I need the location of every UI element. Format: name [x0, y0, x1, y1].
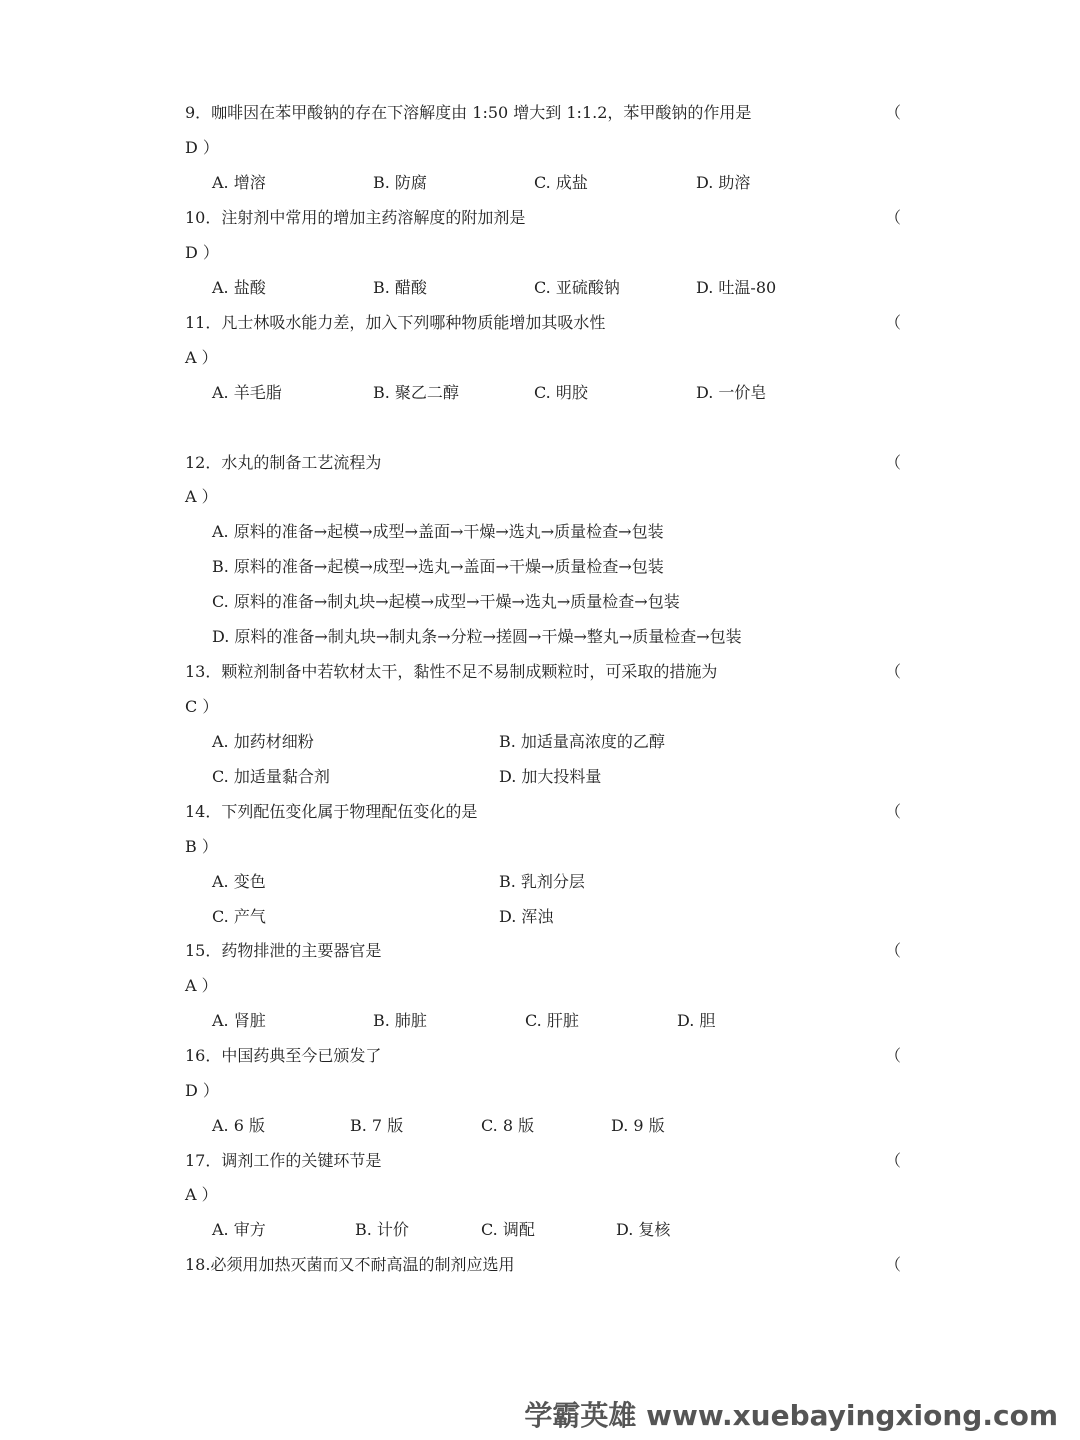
option-a: A. 审方	[212, 1220, 266, 1239]
question-stem: 11．凡士林吸水能力差，加入下列哪种物质能增加其吸水性	[185, 313, 606, 332]
question-stem: 16．中国药典至今已颁发了	[185, 1046, 382, 1065]
option-b: B. 聚乙二醇	[373, 383, 459, 402]
option-a: A. 盐酸	[212, 278, 266, 297]
option-c: C. 8 版	[481, 1116, 535, 1135]
option-c: C. 明胶	[534, 383, 588, 402]
option-b: B. 计价	[355, 1220, 409, 1239]
option-c: C. 原料的准备→制丸块→起模→成型→干燥→选丸→质量检查→包装	[212, 592, 680, 611]
answer-key: D ）	[185, 1081, 219, 1100]
option-a: A. 原料的准备→起模→成型→盖面→干燥→选丸→质量检查→包装	[212, 522, 664, 541]
option-a: A. 羊毛脂	[212, 383, 282, 402]
option-d: D. 9 版	[611, 1116, 665, 1135]
answer-key: D ）	[185, 138, 219, 157]
question-stem: 10．注射剂中常用的增加主药溶解度的附加剂是	[185, 208, 526, 227]
option-a: A. 加药材细粉	[212, 732, 314, 751]
answer-paren: （	[885, 103, 902, 122]
option-d: D. 一价皂	[696, 383, 767, 402]
answer-paren: （	[885, 1151, 902, 1170]
answer-paren: （	[885, 453, 902, 472]
option-a: A. 肾脏	[212, 1011, 266, 1030]
option-b: B. 加适量高浓度的乙醇	[499, 732, 665, 751]
answer-key: A ）	[185, 976, 218, 995]
question-stem: 18.必须用加热灭菌而又不耐高温的制剂应选用	[185, 1255, 515, 1274]
option-a: A. 6 版	[212, 1116, 265, 1135]
question-stem: 14．下列配伍变化属于物理配伍变化的是	[185, 802, 478, 821]
answer-paren: （	[885, 802, 902, 821]
option-b: B. 防腐	[373, 173, 427, 192]
question-stem: 17．调剂工作的关键环节是	[185, 1151, 382, 1170]
option-d: D. 原料的准备→制丸块→制丸条→分粒→搓圆→干燥→整丸→质量检查→包装	[212, 627, 742, 646]
option-d: D. 加大投料量	[499, 767, 602, 786]
answer-key: A ）	[185, 487, 218, 506]
question-stem: 15．药物排泄的主要器官是	[185, 941, 382, 960]
option-d: D. 浑浊	[499, 907, 554, 926]
answer-paren: （	[885, 1046, 902, 1065]
option-d: D. 复核	[616, 1220, 671, 1239]
answer-paren: （	[885, 208, 902, 227]
option-d: D. 吐温-80	[696, 278, 777, 297]
option-c: C. 产气	[212, 907, 266, 926]
option-c: C. 成盐	[534, 173, 588, 192]
option-b: B. 原料的准备→起模→成型→选丸→盖面→干燥→质量检查→包装	[212, 557, 664, 576]
answer-key: A ）	[185, 1185, 218, 1204]
answer-paren: （	[885, 313, 902, 332]
option-c: C. 加适量黏合剂	[212, 767, 330, 786]
option-d: D. 助溶	[696, 173, 751, 192]
option-b: B. 7 版	[350, 1116, 404, 1135]
option-a: A. 增溶	[212, 173, 266, 192]
answer-paren: （	[885, 941, 902, 960]
question-stem: 9．咖啡因在苯甲酸钠的存在下溶解度由 1:50 增大到 1:1.2，苯甲酸钠的作用是	[185, 103, 752, 122]
answer-key: B ）	[185, 837, 218, 856]
question-stem: 12．水丸的制备工艺流程为	[185, 453, 382, 472]
site-watermark: 学霸英雄 www.xuebayingxiong.com	[524, 1399, 1058, 1432]
option-b: B. 醋酸	[373, 278, 427, 297]
option-d: D. 胆	[677, 1011, 716, 1030]
answer-key: A ）	[185, 348, 218, 367]
option-c: C. 亚硫酸钠	[534, 278, 620, 297]
option-b: B. 乳剂分层	[499, 872, 585, 891]
option-b: B. 肺脏	[373, 1011, 427, 1030]
option-c: C. 肝脏	[525, 1011, 579, 1030]
answer-paren: （	[885, 1255, 902, 1274]
option-a: A. 变色	[212, 872, 266, 891]
answer-key: C ）	[185, 697, 219, 716]
answer-paren: （	[885, 662, 902, 681]
question-stem: 13．颗粒剂制备中若软材太干，黏性不足不易制成颗粒时，可采取的措施为	[185, 662, 718, 681]
answer-key: D ）	[185, 243, 219, 262]
option-c: C. 调配	[481, 1220, 535, 1239]
